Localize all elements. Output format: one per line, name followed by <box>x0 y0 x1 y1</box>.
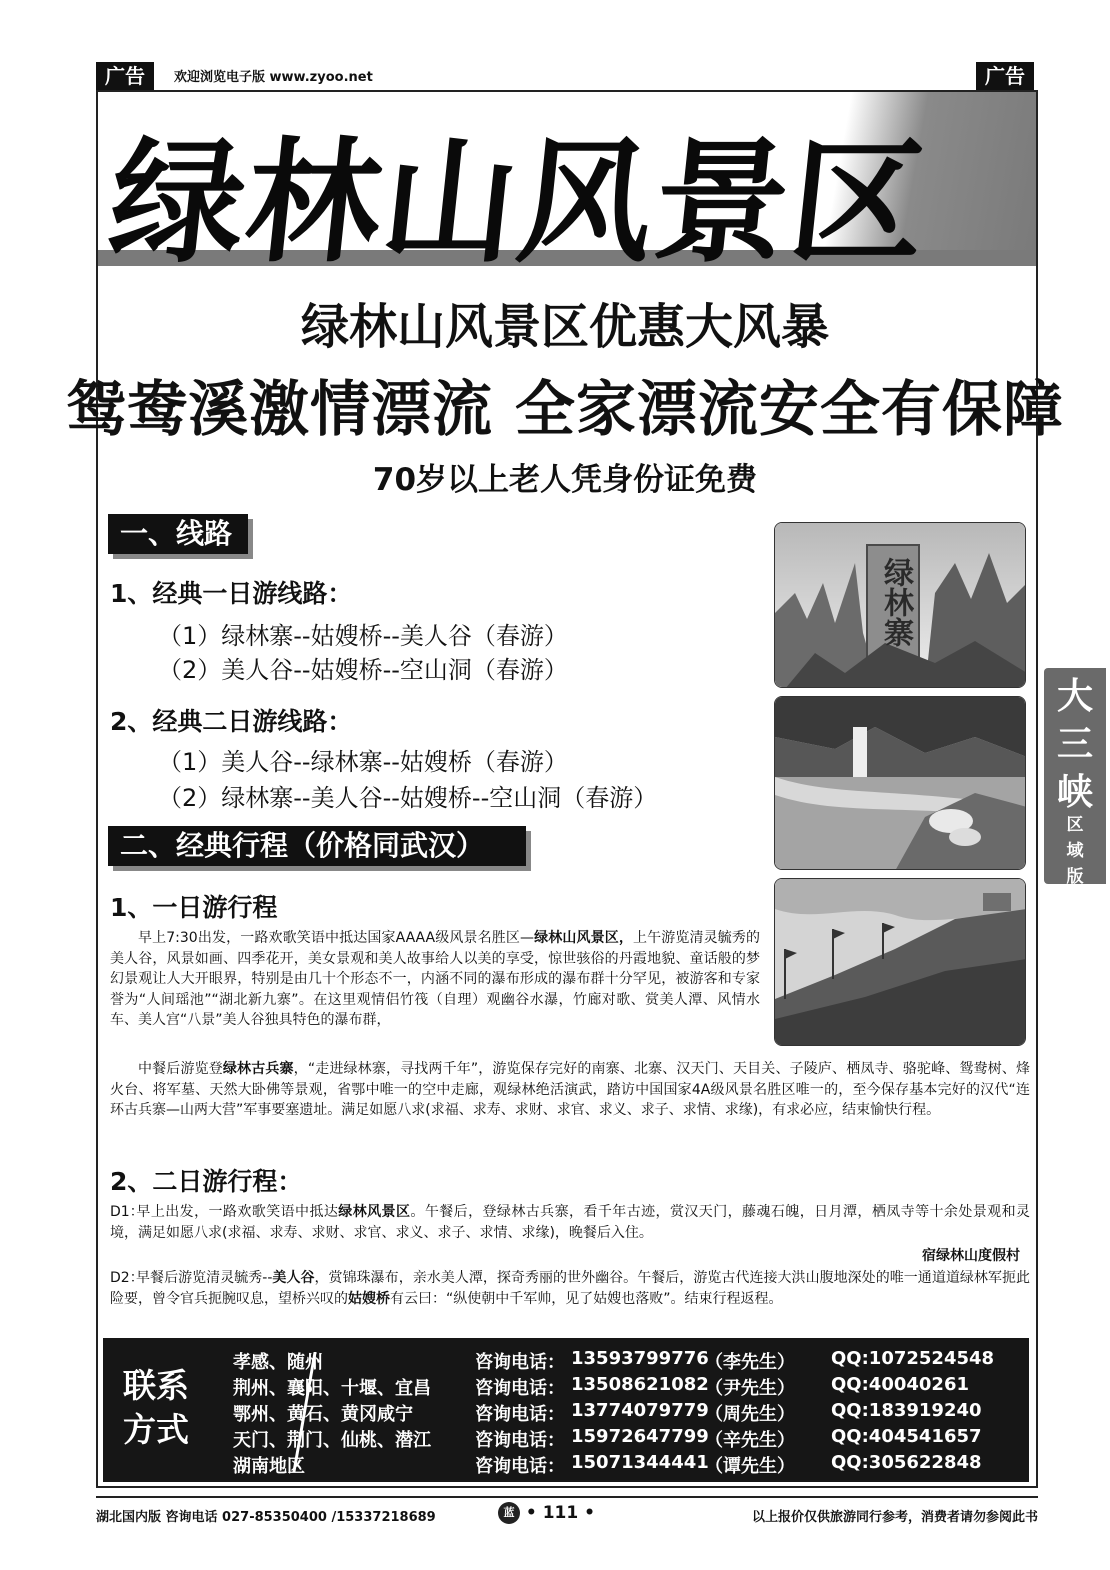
twoday-route-title: 2、经典二日游线路： <box>110 707 353 736</box>
twoday-itinerary-title: 2、二日游行程： <box>110 1167 303 1196</box>
contact-qq: QQ:1072524548 <box>831 1348 995 1369</box>
contact-box <box>103 1338 1029 1482</box>
side-tab-char: 域 <box>1066 841 1084 861</box>
senior-free-headline: 70岁以上老人凭身份证免费 <box>372 462 758 498</box>
highlight-text: 姑嫂桥 <box>348 1290 390 1307</box>
fortress-image <box>775 879 1026 1046</box>
contact-region: 湖南地区 <box>233 1456 305 1477</box>
contact-region: 鄂州、黄石、黄冈咸宁 <box>233 1404 413 1425</box>
oneday-itinerary-title: 1、一日游行程 <box>110 893 278 922</box>
region-edition-tab <box>1044 668 1106 887</box>
oneday-route-title: 1、经典一日游线路： <box>110 579 353 608</box>
contact-region: 孝感、随州 <box>233 1352 323 1373</box>
contact-label: 咨询电话： <box>475 1456 565 1477</box>
rock-sign-text: 绿林寨 <box>878 557 913 647</box>
contact-qq: QQ:183919240 <box>831 1400 982 1421</box>
oneday-paragraph-1: 早上7:30出发，一路欢歌笑语中抵达国家AAAA级风景名胜区—绿林山风景区，上午游览清灵毓秀的美人谷，风景如画、四季花开，美女景观和美人故事给人以美的享受，惊世骇俗的丹霞地貌、童话般的梦幻景观让人大开眼界，特别是由几十个形态不一，内涵不同的瀑布形成的瀑布群十分罕见，被游客和专家誉为“人间瑶池”“湖北新九寨”。在这里观情侣竹筏（自理）观幽谷水瀑，竹廊对歌、赏美人潭、风情水车、美人宫“八景”美人谷独具特色的瀑布群， <box>110 930 760 1028</box>
contact-person: （李先生） <box>705 1352 795 1373</box>
photo-ancient-fortress <box>774 878 1026 1046</box>
side-tab-char: 三 <box>1056 723 1093 765</box>
day-label: D2： <box>110 1270 144 1286</box>
rafting-headline: 鸳鸯溪激情漂流 全家漂流安全有保障 <box>66 375 1064 445</box>
overnight-note: 宿绿林山度假村 <box>922 1248 1020 1264</box>
ad-tag-right: 广告 <box>976 62 1034 90</box>
footer-edition-info: 湖北国内版 咨询电话 027-85350400 /15337218689 <box>96 1510 436 1525</box>
page-number: 蓝 • 111 • <box>498 1502 595 1524</box>
contact-label: 咨询电话： <box>475 1430 565 1451</box>
contact-phone: 15071344441 <box>571 1452 709 1473</box>
contact-label: 咨询电话： <box>475 1378 565 1399</box>
website-banner: 欢迎浏览电子版 www.zyoo.net <box>174 70 373 85</box>
highlight-text: 绿林山风景区， <box>533 930 633 946</box>
contact-region: 荆州、襄阳、十堰、宜昌 <box>233 1378 431 1399</box>
highlight-text: 美人谷 <box>272 1270 315 1286</box>
day1-paragraph: D1：早上出发，一路欢歌笑语中抵达绿林风景区。午餐后，登绿林古兵寨，看千年古迹，赏汉天门，藤魂石魄，日月潭，栖凤寺等十余处景观和灵境，满足如愿八求(求福、求寿、求财、求官、求义、求子、求情、求缘)，晚餐后入住。 <box>110 1204 1031 1241</box>
side-tab-char: 大 <box>1056 675 1093 717</box>
contact-region: 天门、荆门、仙桃、潜江 <box>233 1430 431 1451</box>
contact-qq: QQ:404541657 <box>831 1426 982 1447</box>
highlight-text: 绿林古兵寨 <box>222 1061 294 1077</box>
page-title: 绿林山风景区 <box>102 123 936 281</box>
edition-badge: 蓝 <box>498 1502 520 1524</box>
highlight-text: 绿林风景区 <box>338 1204 411 1220</box>
oneday-paragraph-2: 中餐后游览登绿林古兵寨，“走进绿林寨，寻找两千年”，游览保存完好的南寨、北寨、汉天门、天目关、子陵庐、栖凤寺、骆驼峰、鸳鸯树、烽火台、将军墓、天然大卧佛等景观，省鄂中唯一的空中走廊，观绿林绝活演武，踏访中国国家4A级风景名胜区唯一的，至今保存基本完好的汉代“连环古兵寨—山两大营”军事要塞遗址。满足如愿八求(求福、求寿、求财、求官、求义、求子、求情、求缘)，有求必应，结束愉快行程。 <box>110 1061 1031 1118</box>
contact-title: 联系 方式 <box>123 1366 189 1449</box>
contact-label: 咨询电话： <box>475 1352 565 1373</box>
route-item: （1）绿林寨--姑嫂桥--美人谷（春游） <box>158 622 568 650</box>
photo-waterfall-pool <box>774 696 1026 870</box>
contact-person: （辛先生） <box>705 1430 795 1451</box>
contact-person: （周先生） <box>705 1404 795 1425</box>
promo-headline: 绿林山风景区优惠大风暴 <box>300 299 829 355</box>
day2-paragraph: D2：早餐后游览清灵毓秀--美人谷，赏锦珠瀑布，亲水美人潭，探奇秀丽的世外幽谷。午餐后，游览古代连接大洪山腹地深处的唯一通道道绿林军扼此险要，曾令官兵扼腕叹息，望桥兴叹的姑嫂桥有云曰：“纵使朝中千军帅，见了姑嫂也落败”。结束行程返程。 <box>110 1270 1031 1307</box>
ad-tag-left: 广告 <box>96 62 154 90</box>
footer-rule <box>96 1496 1038 1498</box>
waterfall-image <box>775 697 1026 870</box>
contact-qq: QQ:40040261 <box>831 1374 969 1395</box>
day-label: D1： <box>110 1204 144 1220</box>
contact-qq: QQ:305622848 <box>831 1452 982 1473</box>
route-item: （1）美人谷--绿林寨--姑嫂桥（春游） <box>158 748 568 776</box>
contact-phone: 13593799776 <box>571 1348 709 1369</box>
route-item: （2）绿林寨--美人谷--姑嫂桥--空山洞（春游） <box>158 784 658 812</box>
section-itinerary-label: 二、经典行程（价格同武汉） <box>108 826 526 866</box>
contact-phone: 13774079779 <box>571 1400 709 1421</box>
section-routes-label: 一、线路 <box>108 514 248 554</box>
side-tab-char: 区 <box>1066 815 1084 835</box>
photo-lvlinzhai-sign <box>774 522 1026 688</box>
footer-disclaimer: 以上报价仅供旅游同行参考，消费者请勿参阅此书 <box>751 1510 1038 1525</box>
contact-label: 咨询电话： <box>475 1404 565 1425</box>
side-tab-char: 峡 <box>1056 771 1093 813</box>
contact-phone: 13508621082 <box>571 1374 709 1395</box>
contact-person: （尹先生） <box>705 1378 795 1399</box>
contact-phone: 15972647799 <box>571 1426 709 1447</box>
route-item: （2）美人谷--姑嫂桥--空山洞（春游） <box>158 656 568 684</box>
side-tab-char: 版 <box>1066 867 1084 887</box>
contact-person: （谭先生） <box>705 1456 795 1477</box>
